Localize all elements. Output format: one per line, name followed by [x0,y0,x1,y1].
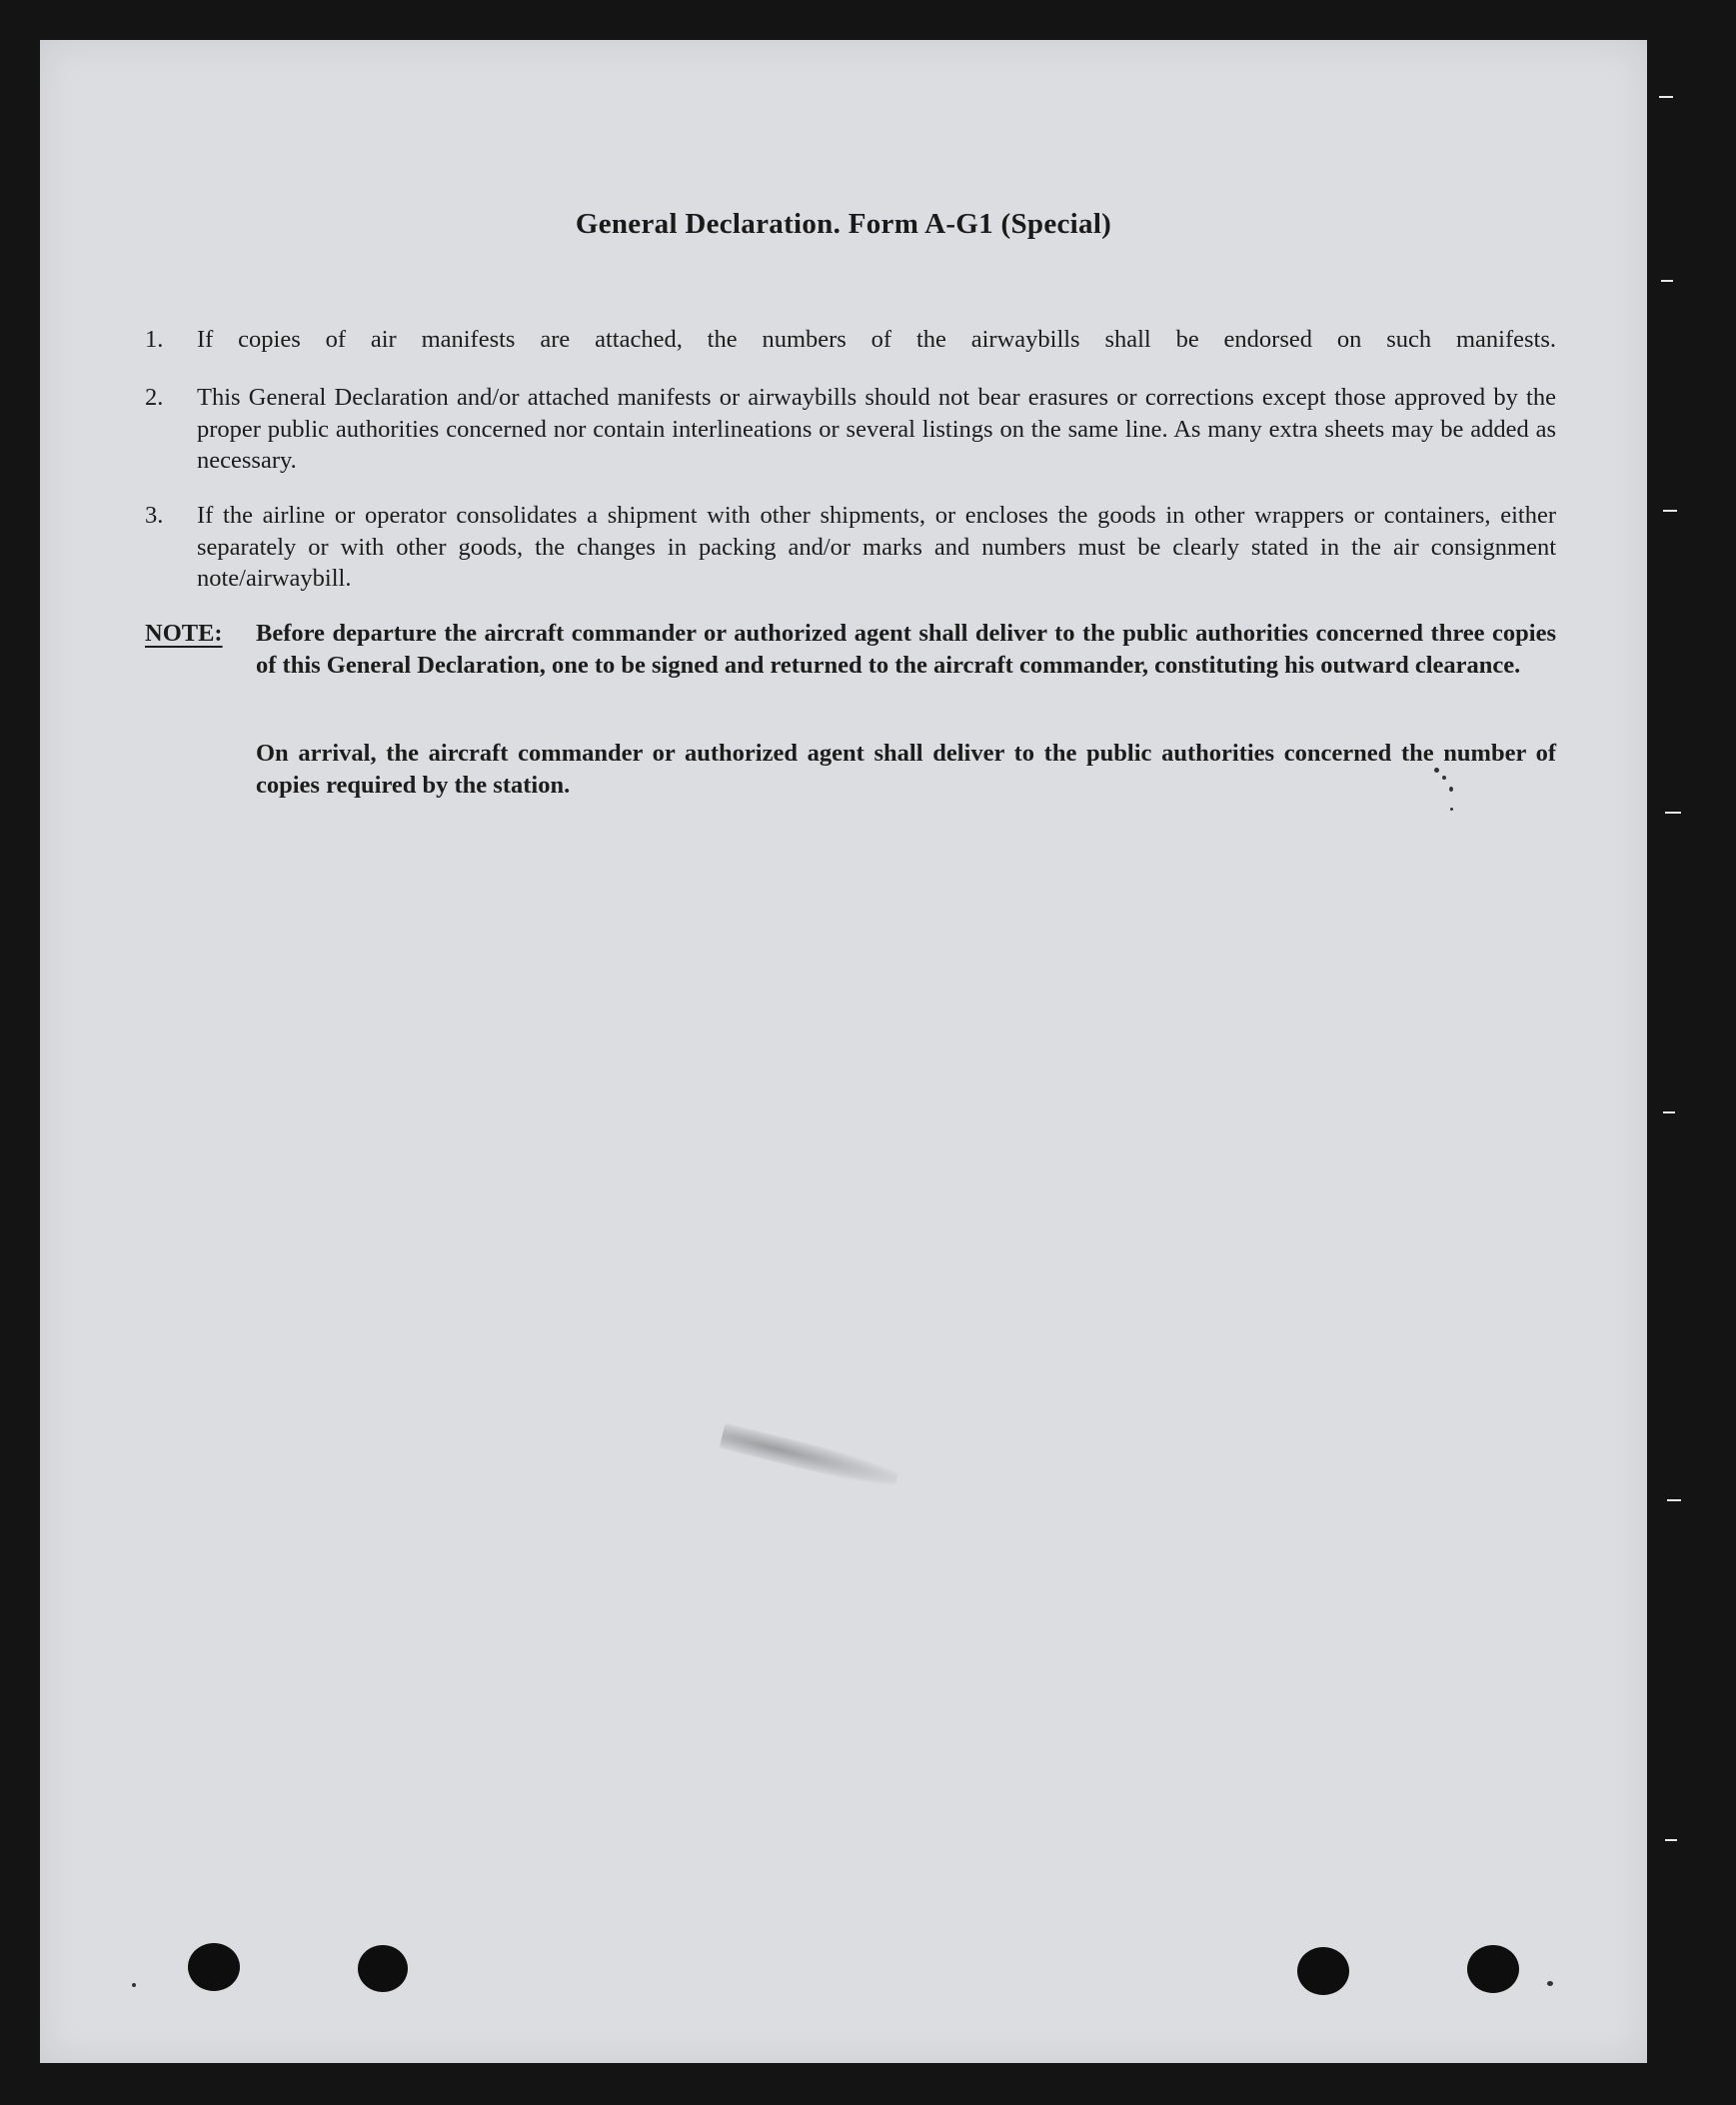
scan-edge-mark [1665,812,1681,814]
scan-edge-mark [1667,1499,1681,1501]
list-item-3 [145,500,1556,626]
ink-speck [132,1983,136,1987]
punch-hole-2 [358,1945,408,1992]
scan-edge-mark [1661,280,1673,282]
item-text: If the airline or operator consolidates a shipment with other shipments, or encloses the goods in other wrappers or containers, either separately or with other goods, the changes in packing and/or marks and numbers must be clearly stated in the air consignment note/airwaybill. [197,502,1556,592]
document-page [40,40,1647,2063]
list-item-1 [145,324,1556,387]
item-number: 2. [145,384,164,411]
list-item-2 [145,382,1556,508]
note-block [145,618,1556,681]
punch-hole-3 [1297,1947,1349,1995]
punch-hole-1 [188,1943,240,1991]
ink-speck [1449,787,1453,792]
note-block-2 [145,738,1556,801]
smudge-mark [720,1423,900,1492]
ink-speck [1450,808,1453,811]
ink-speck [1434,768,1439,773]
note-paragraph-2: On arrival, the aircraft commander or authorized agent shall deliver to the public authorities concerned the number of copies required by the station. [256,740,1556,799]
item-text: This General Declaration and/or attached manifests or airwaybills should not bear erasures or corrections except those approved by the proper public authorities concerned nor contain interlineations or several listings on the same line. As many extra sheets may be added as necessary. [197,384,1556,474]
scan-edge-mark [1665,1839,1677,1841]
scan-edge-mark [1663,1111,1675,1113]
item-text: If copies of air manifests are attached, the numbers of the airwaybills shall be endorsed on such manifests. [197,326,1556,353]
item-number: 3. [145,502,164,529]
document-title: General Declaration. Form A-G1 (Special) [575,208,1112,240]
punch-hole-4 [1467,1945,1519,1993]
note-paragraph-1: Before departure the aircraft commander or authorized agent shall deliver to the public authorities concerned three copies of this General Declaration, one to be signed and returned to the aircraft commander, constituting his outward clearance. [256,620,1556,679]
item-number: 1. [145,326,164,353]
ink-speck [1442,776,1446,780]
ink-speck [1547,1981,1553,1986]
scan-edge-mark [1659,96,1673,98]
note-label: NOTE: [145,620,223,647]
scan-edge-mark [1663,510,1677,512]
